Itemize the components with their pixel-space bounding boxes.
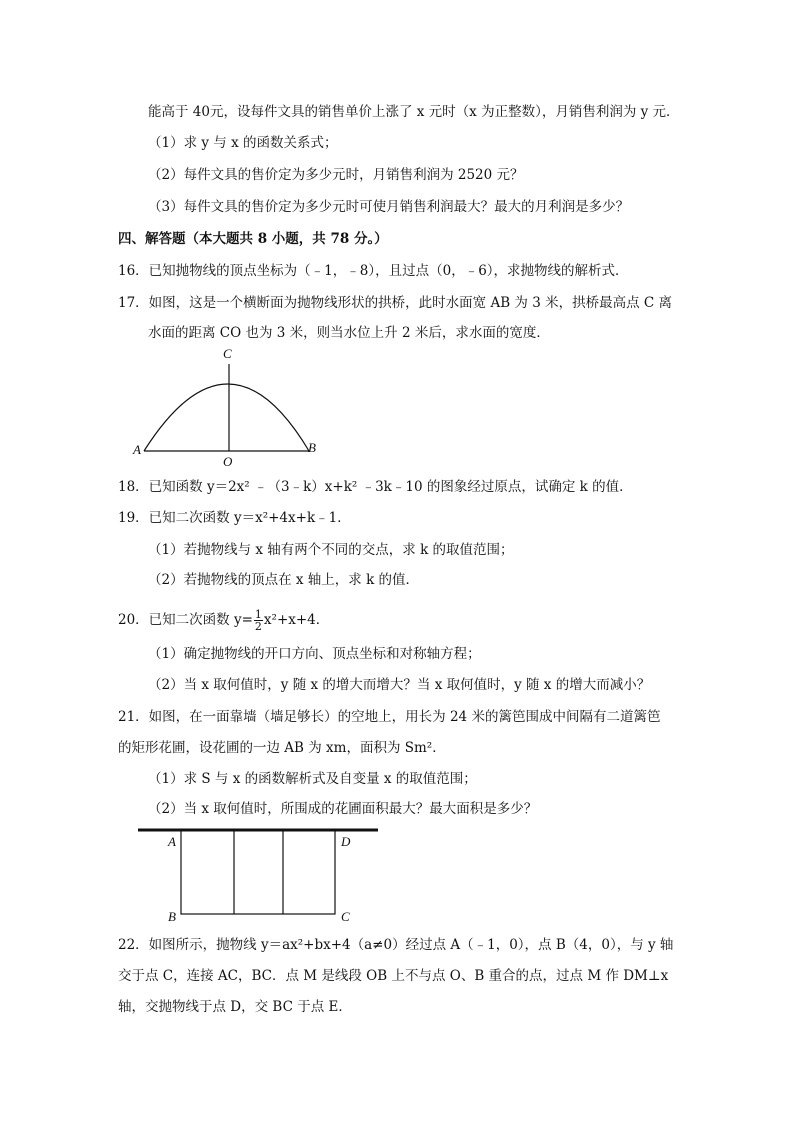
garden-label-d: D bbox=[341, 834, 351, 849]
garden-label-c: C bbox=[341, 909, 350, 924]
question-17-line-1: 17．如图，这是一个横断面为抛物线形状的拱桥，此时水面宽 AB 为 3 米，拱桥最高点 C 离 bbox=[118, 295, 673, 311]
question-17-line-2: 水面的距离 CO 也为 3 米，则当水位上升 2 米后，求水面的宽度． bbox=[148, 325, 550, 341]
question-21-line-2: 的矩形花圃，设花圃的一边 AB 为 xm，面积为 Sm²． bbox=[118, 740, 446, 756]
bridge-label-b: B bbox=[308, 440, 316, 455]
fraction-numerator: 1 bbox=[254, 608, 262, 621]
garden-diagram bbox=[130, 826, 390, 926]
text-line-1: 能高于 40元，设每件文具的销售单价上涨了 x 元时（x 为正整数），月销售利润为 y 元． bbox=[148, 104, 680, 120]
question-16: 16．已知抛物线的顶点坐标为（﹣1，﹣8），且过点（0，﹣6），求抛物线的解析式． bbox=[118, 263, 629, 279]
question-20-prefix: 20．已知二次函数 y= bbox=[118, 612, 253, 628]
question-20-suffix: x²+x+4． bbox=[263, 612, 330, 628]
text-line-2: （1）求 y 与 x 的函数关系式； bbox=[148, 135, 338, 151]
question-22-line-1: 22．如图所示，抛物线 y＝ax²+bx+4（a≠0）经过点 A（﹣1，0），点 B（4，0），与 y 轴 bbox=[118, 937, 674, 953]
garden-label-a: A bbox=[168, 834, 176, 849]
question-22-line-2: 交于点 C，连接 AC，BC．点 M 是线段 OB 上不与点 O、B 重合的点，过点 M 作 DM⊥x bbox=[118, 968, 669, 984]
bridge-label-a: A bbox=[133, 442, 141, 457]
question-20 bbox=[118, 606, 329, 634]
garden-label-b: B bbox=[168, 909, 176, 924]
text-line-4: （3）每件文具的售价定为多少元时可使月销售利润最大？最大的月利润是多少？ bbox=[148, 199, 630, 215]
text-line-3: （2）每件文具的售价定为多少元时，月销售利润为 2520 元？ bbox=[148, 167, 524, 183]
fraction-one-half bbox=[254, 609, 263, 632]
question-19: 19．已知二次函数 y＝x²+4x+k﹣1． bbox=[118, 510, 351, 526]
question-21-part-2: （2）当 x 取何值时，所围成的花圃面积最大？最大面积是多少？ bbox=[148, 801, 538, 817]
question-19-part-2: （2）若抛物线的顶点在 x 轴上，求 k 的值． bbox=[148, 572, 420, 588]
question-21-part-1: （1）求 S 与 x 的函数解析式及自变量 x 的取值范围； bbox=[148, 771, 477, 787]
question-19-part-1: （1）若抛物线与 x 轴有两个不同的交点，求 k 的取值范围； bbox=[148, 542, 514, 558]
bridge-label-c: C bbox=[223, 346, 232, 361]
question-20-part-1: （1）确定抛物线的开口方向、顶点坐标和对称轴方程； bbox=[148, 646, 481, 662]
fraction-denominator: 2 bbox=[254, 620, 262, 633]
bridge-label-o: O bbox=[223, 454, 233, 469]
question-22-line-3: 轴，交抛物线于点 D，交 BC 于点 E． bbox=[118, 999, 352, 1015]
question-21-line-1: 21．如图，在一面靠墙（墙足够长）的空地上，用长为 24 米的篱笆围成中间隔有二道篱笆 bbox=[118, 709, 661, 725]
section-heading: 四、解答题（本大题共 8 小题，共 78 分。） bbox=[118, 231, 388, 247]
question-18: 18．已知函数 y＝2x² ﹣（3﹣k）x+k² ﹣3k﹣10 的图象经过原点，试确定 k 的值． bbox=[118, 479, 633, 495]
question-20-part-2: （2）当 x 取何值时，y 随 x 的增大而增大？当 x 取何值时，y 随 x 的增大而减小？ bbox=[148, 677, 651, 693]
bridge-diagram bbox=[130, 342, 330, 472]
